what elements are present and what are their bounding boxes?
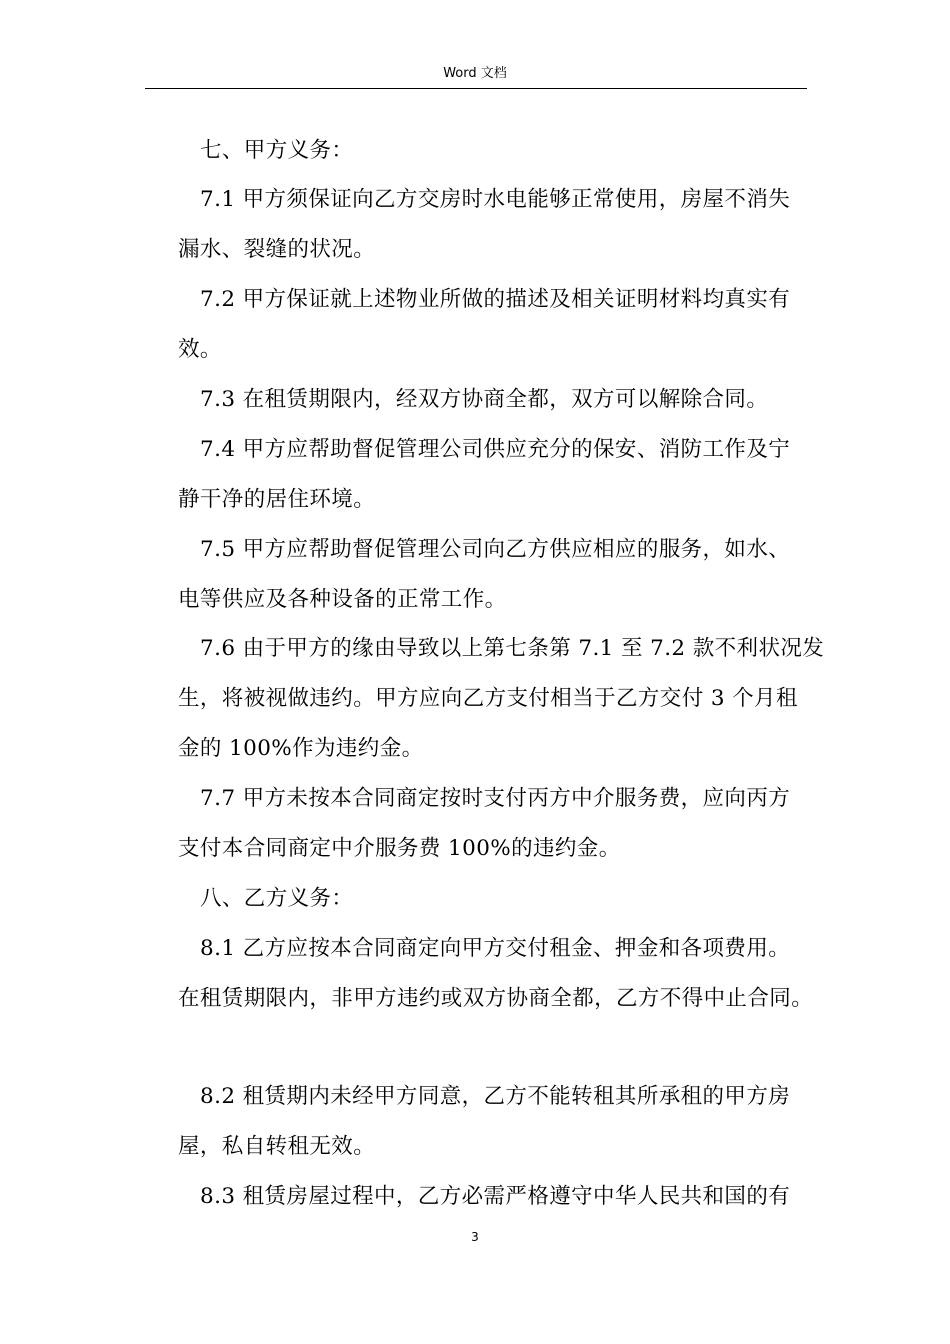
- paragraph-line: 效。: [178, 337, 222, 362]
- section-heading-party-a-obligations: 七、甲方义务：: [200, 138, 354, 163]
- paragraph-line: 7.1 甲方须保证向乙方交房时水电能够正常使用，房屋不消失: [200, 187, 791, 212]
- paragraph-line: 7.7 甲方未按本合同商定按时支付丙方中介服务费，应向丙方: [200, 786, 791, 811]
- page-number: 3: [471, 1230, 479, 1244]
- paragraph-line: 静干净的居住环境。: [178, 487, 376, 512]
- section-heading-party-b-obligations: 八、乙方义务：: [200, 886, 354, 911]
- paragraph-line: 8.1 乙方应按本合同商定向甲方交付租金、押金和各项费用。: [200, 936, 791, 961]
- paragraph-line: 电等供应及各种设备的正常工作。: [178, 587, 507, 612]
- paragraph-line: 在租赁期限内，非甲方违约或双方协商全都，乙方不得中止合同。: [178, 986, 814, 1011]
- paragraph-line: 7.4 甲方应帮助督促管理公司供应充分的保安、消防工作及宁: [200, 437, 791, 462]
- paragraph-line: 7.2 甲方保证就上述物业所做的描述及相关证明材料均真实有: [200, 287, 791, 312]
- paragraph-line: 屋，私自转租无效。: [178, 1134, 376, 1159]
- paragraph-line: 8.2 租赁期内未经甲方同意，乙方不能转租其所承租的甲方房: [200, 1084, 791, 1109]
- paragraph-line: 8.3 租赁房屋过程中，乙方必需严格遵守中华人民共和国的有: [200, 1184, 791, 1209]
- paragraph-line: 支付本合同商定中介服务费 100%的违约金。: [178, 836, 621, 861]
- paragraph-line: 生，将被视做违约。甲方应向乙方支付相当于乙方交付 3 个月租: [178, 686, 798, 711]
- paragraph-line: 7.5 甲方应帮助督促管理公司向乙方供应相应的服务，如水、: [200, 537, 791, 562]
- paragraph-line: 漏水、裂缝的状况。: [178, 237, 376, 262]
- paragraph-line: 7.6 由于甲方的缘由导致以上第七条第 7.1 至 7.2 款不利状况发: [200, 636, 825, 661]
- paragraph-line: 金的 100%作为违约金。: [178, 736, 424, 761]
- header-divider: [145, 88, 807, 89]
- paragraph-line: 7.3 在租赁期限内，经双方协商全都，双方可以解除合同。: [200, 387, 769, 412]
- page-header: Word 文档: [443, 66, 507, 81]
